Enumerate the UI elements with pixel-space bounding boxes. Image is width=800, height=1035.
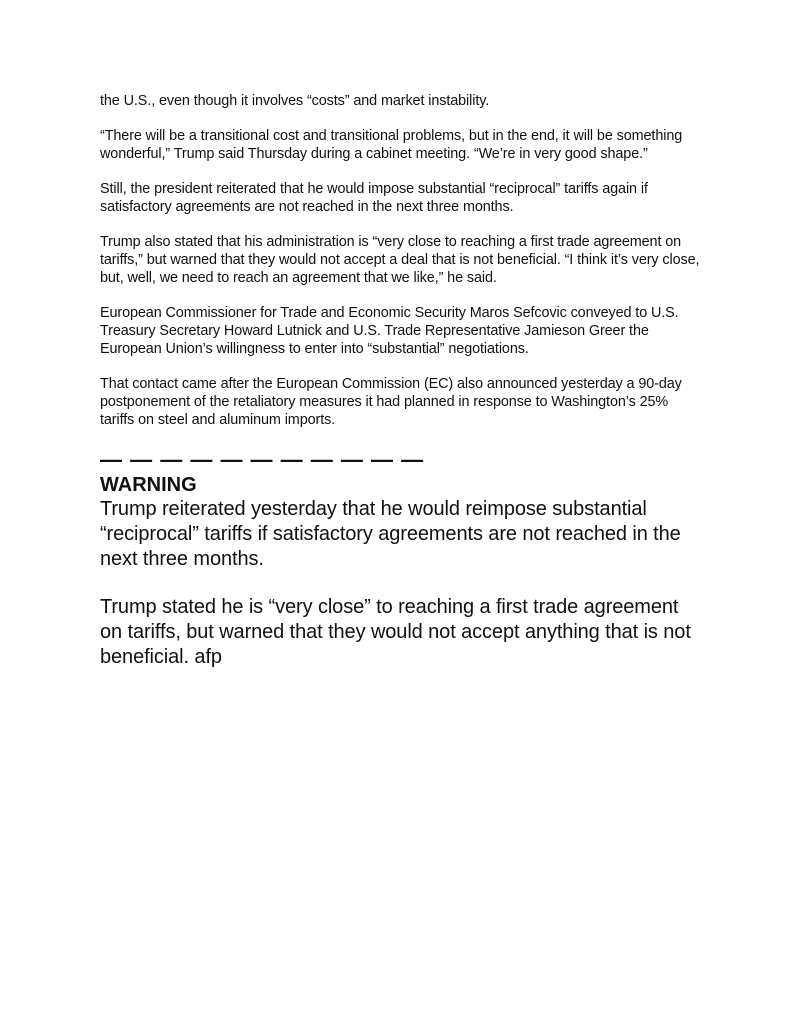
- warning-heading: WARNING: [100, 474, 197, 496]
- article-paragraph: Trump also stated that his administration is “very close to reaching a first trade agreement on tariffs,” but warned that they would not accept a deal that is not beneficial. “I think it’s very close, but, well, we need to reach an agreement that we like,” he said.: [100, 234, 700, 286]
- warning-paragraph: Trump stated he is “very close” to reaching a first trade agreement on tariffs, but warned that they would not accept anything that is not beneficial. afp: [100, 596, 691, 668]
- article-paragraph: European Commissioner for Trade and Economic Security Maros Sefcovic conveyed to U.S. Treasury Secretary Howard Lutnick and U.S. Trade Representative Jamieson Greer the European Union’s willingness to enter into “substantial” negotiations.: [100, 305, 679, 357]
- article-paragraph: “There will be a transitional cost and transitional problems, but in the end, it will be something wonderful,” Trump said Thursday during a cabinet meeting. “We’re in very good shape.”: [100, 128, 683, 162]
- dashed-rule: — — — — — — — — — — —: [100, 447, 425, 472]
- warning-box: [100, 448, 700, 670]
- document-page: [100, 92, 700, 693]
- article-paragraph: Still, the president reiterated that he would impose substantial “reciprocal” tariffs again if satisfactory agreements are not reached in the next three months.: [100, 181, 648, 215]
- warning-paragraph: Trump reiterated yesterday that he would reimpose substantial “reciprocal” tariffs if satisfactory agreements are not reached in the next three months.: [100, 498, 681, 570]
- article-body: [100, 92, 700, 429]
- article-paragraph: That contact came after the European Commission (EC) also announced yesterday a 90-day postponement of the retaliatory measures it had planned in response to Washington’s 25% tariffs on steel and aluminum imports.: [100, 376, 682, 428]
- article-paragraph: the U.S., even though it involves “costs” and market instability.: [100, 93, 490, 109]
